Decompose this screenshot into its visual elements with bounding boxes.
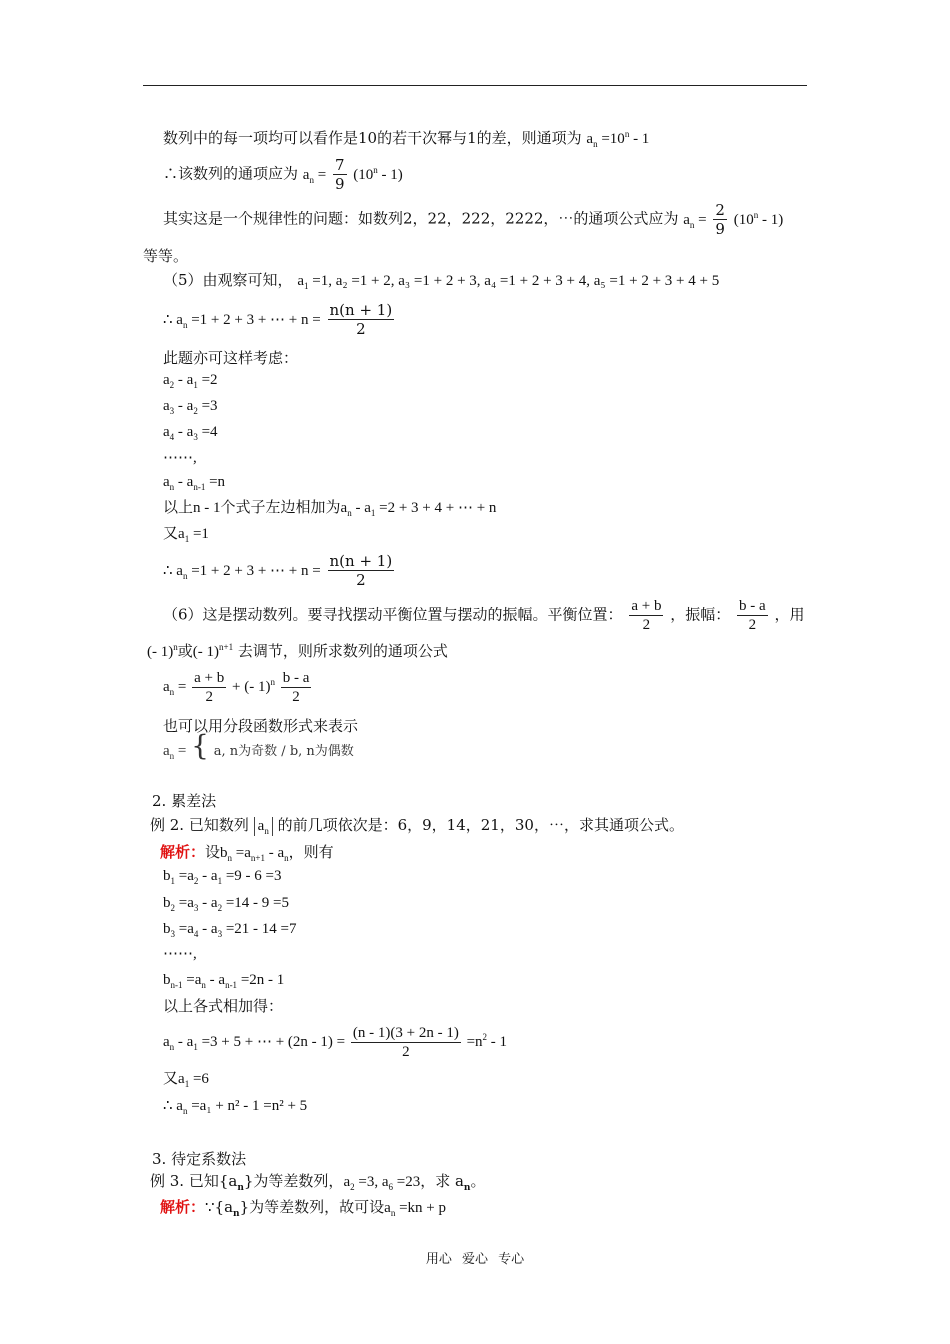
- header-rule: [143, 85, 807, 86]
- diff-line: $a_2 - a_1 =2$: [163, 372, 218, 390]
- para-line: 以上各式相加得：: [163, 997, 284, 1015]
- formula-line: $a_n - a_1 =3 + 5$ + ⋯ + (2n - 1) = $\frac{(n - 1)(3 + 2n - 1)}{2}$ $=n^2 - 1$: [163, 1025, 508, 1060]
- fraction: $\frac{b - a}{2}$: [282, 670, 310, 705]
- fraction: $\frac{a + b}{2}$: [194, 670, 225, 705]
- diff-line: $b_1 =a_2 - a_1 =9 - 6 =3$: [163, 868, 282, 886]
- para-line: 此题亦可这样考虑：: [163, 349, 299, 367]
- example-title: 例 3. 已知$\{a_n\}$为等差数列，$a_2 =3$, $a_6 =23$，求 $a_n$。: [150, 1172, 486, 1193]
- diff-line: $a_n - a_{n-1} =n$: [163, 474, 226, 492]
- example-title: 例 2. 已知数列 $a_n$ 的前几项依次是：6，9，14，21，30，⋯，求其通项公式。: [150, 816, 684, 836]
- diff-line: $a_3 - a_2 =3$: [163, 398, 218, 416]
- formula-line: ∴ $a_n =a_1 + n^2 - 1 =n^2 + 5$: [163, 1098, 308, 1116]
- para-line: （5）由观察可知， $a_1 =1$, a₂ =1 + 2, a₃ =1 + 2 + 3, a₄ =1 + 2 + 3 + 4, a₅ =1 + 2 + 3 + 4 + 5: [163, 271, 720, 291]
- clipped-piecewise-formula: $a_n$ = { a, n为奇数 / b, n为偶数: [163, 729, 354, 762]
- section-title: 2. 累差法: [152, 792, 217, 810]
- para-line: （6）这是摆动数列。要寻找摆动平衡位置与摆动的振幅。平衡位置： $\frac{a + b}{2}$ ，振幅： $\frac{b - a}{2}$ ，用: [163, 598, 805, 633]
- para-line: (- 1)$^n$或(- 1)$^{n+1}$ 去调节，则所求数列的通项公式: [147, 642, 448, 660]
- diff-line: $b_{n-1} =a_n - a_{n-1} =2n - 1$: [163, 972, 285, 990]
- para-line: 也可以用分段函数形式来表示: [163, 717, 359, 735]
- para-line: 等等。: [143, 247, 189, 265]
- section-title: 3. 待定系数法: [152, 1150, 247, 1168]
- fraction: $\frac{n(n + 1)}{2}$: [329, 301, 393, 338]
- fraction: $\frac{2}{9}$: [715, 201, 725, 238]
- fraction: $\frac{(n - 1)(3 + 2n - 1)}{2}$: [352, 1025, 459, 1060]
- diff-line: $b_2 =a_3 - a_2 =14 - 9 =5$: [163, 895, 289, 913]
- fraction: $\frac{7}{9}$: [334, 156, 345, 193]
- fraction: $\frac{b - a}{2}$: [739, 598, 766, 633]
- formula-line: $a_n$ = $\frac{a + b}{2}$ + (- 1)$^n$ $\frac{b - a}{2}$: [163, 670, 310, 705]
- dots: ⋯⋯,: [163, 946, 197, 962]
- para-line: 其实这是一个规律性的问题：如数列2，22，222，2222，⋯的通项公式应为 $a_n$ = $\frac{2}{9}$ (10$^n$ - 1): [163, 201, 784, 238]
- diff-line: $b_3 =a_4 - a_3 =21 - 14 =7$: [163, 921, 297, 939]
- para-line: ∴ $a_n =1 + 2 + 3$ + ⋯ + n = $\frac{n(n + 1)}{2}$: [163, 301, 393, 338]
- diff-line: $a_4 - a_3 =4$: [163, 424, 218, 442]
- para-line: 以上n - 1个式子左边相加为$a_n - a_1 =2 + 3 + 4$ + ⋯ + n: [163, 498, 497, 518]
- para-line: ∴该数列的通项应为 $a_n$ = $\frac{7}{9}$ (10$^n$ - 1): [163, 156, 403, 193]
- para-line: 数列中的每一项均可以看作是10的若干次幂与1的差，则通项为 $a_n =10^n - 1$: [163, 129, 650, 149]
- dots: ⋯⋯,: [163, 450, 197, 466]
- para-line: 又$a_1 =1$: [163, 524, 209, 544]
- para-line: 又$a_1 =6$: [163, 1069, 209, 1089]
- solution-line: 解析：$\because\{a_n\}$为等差数列，故可设$a_n =kn + p$: [160, 1198, 446, 1219]
- solution-line: 解析：设$b_n =a_{n+1} - a_n$，则有: [160, 843, 334, 863]
- para-line: ∴ $a_n =1 + 2 + 3$ + ⋯ + n = $\frac{n(n + 1)}{2}$: [163, 552, 393, 589]
- fraction: $\frac{n(n + 1)}{2}$: [329, 552, 393, 589]
- fraction: $\frac{a + b}{2}$: [631, 598, 662, 633]
- sequence-braces: $a_n$: [254, 817, 273, 836]
- page-footer: 用心 爱心 专心: [425, 1252, 525, 1267]
